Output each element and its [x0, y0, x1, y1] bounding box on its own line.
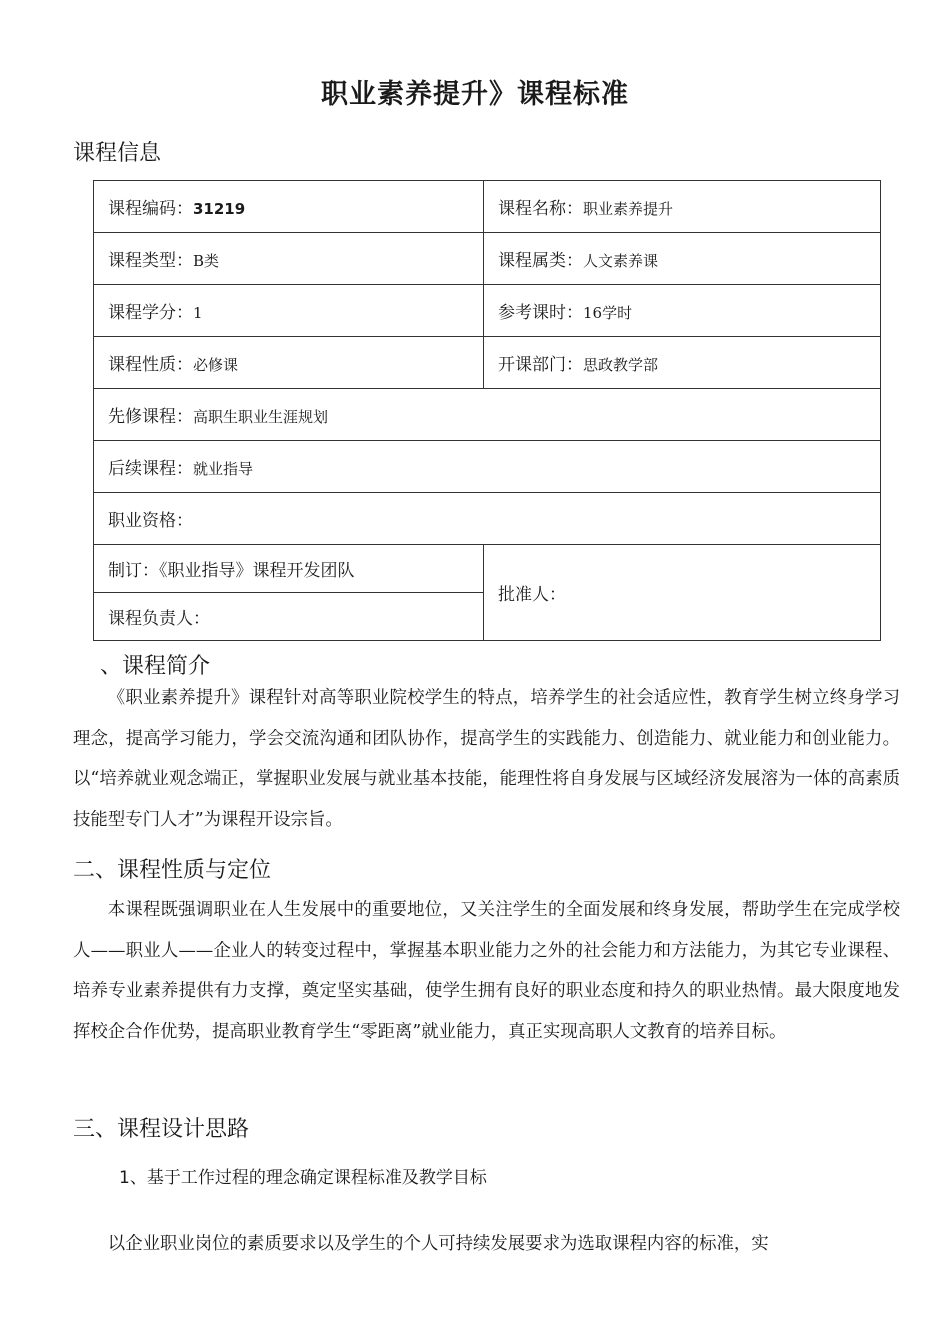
field-label: 课程属类： — [498, 251, 583, 271]
table-row — [94, 545, 881, 593]
section-1-paragraph: 《职业素养提升》课程针对高等职业院校学生的特点，培养学生的社会适应性，教育学生树立终身学习理念，提高学习能力，学会交流沟通和团队协作，提高学生的实践能力、创造能力、就业能力和创业能力。以“培养就业观念端正，掌握职业发展与就业基本技能，能理性将自身发展与区域经济发展溶为一体的高素质技能型专门人才”为课程开设宗旨。 — [73, 688, 900, 830]
field-label: 课程类型： — [108, 251, 193, 271]
field-label: 课程性质： — [108, 355, 193, 375]
table-row — [94, 181, 881, 233]
subsection-heading-1 — [119, 1163, 487, 1188]
table-cell-type — [94, 233, 484, 285]
section-heading-3: 三、课程设计思路 — [73, 1117, 250, 1142]
table-row — [94, 493, 881, 545]
table-cell-credit — [94, 285, 484, 337]
table-row — [94, 233, 881, 285]
field-value: 必修课 — [193, 356, 239, 374]
subsection-number: 1 — [119, 1168, 130, 1188]
section-2-paragraph: 本课程既强调职业在人生发展中的重要地位，又关注学生的全面发展和终身发展，帮助学生在完成学校人——职业人——企业人的转变过程中，掌握基本职业能力之外的社会能力和方法能力，为其它专业课程、培养专业素养提供有力支撑，奠定坚实基础，使学生拥有良好的职业态度和持久的职业热情。最大限度地发挥校企合作优势，提高职业教育学生“零距离”就业能力，真正实现高职人文教育的培养目标。 — [73, 900, 900, 1042]
table-cell-prereq — [94, 389, 881, 441]
table-cell-dept — [484, 337, 881, 389]
field-value: 人文素养课 — [583, 252, 659, 270]
field-label: 批准人： — [498, 585, 566, 605]
table-cell-followup — [94, 441, 881, 493]
field-label: 先修课程： — [108, 407, 193, 427]
field-label: 课程学分： — [108, 303, 193, 323]
field-label: 参考课时： — [498, 303, 583, 323]
table-row — [94, 285, 881, 337]
table-row — [94, 441, 881, 493]
field-label: 开课部门： — [498, 355, 583, 375]
section-heading-1: 、课程简介 — [100, 654, 211, 679]
field-label: 课程负责人： — [108, 609, 210, 629]
field-value: 就业指导 — [193, 460, 254, 478]
section-heading-2: 二、课程性质与定位 — [73, 858, 272, 883]
course-info-table — [93, 180, 881, 641]
subsection-text: 、基于工作过程的理念确定课程标准及教学目标 — [129, 1168, 487, 1188]
field-label: 职业资格： — [108, 511, 193, 531]
table-cell-nature — [94, 337, 484, 389]
table-row — [94, 389, 881, 441]
field-value: 职业素养提升 — [583, 200, 674, 218]
field-value: 16学时 — [583, 304, 633, 322]
field-value: 高职生职业生涯规划 — [193, 408, 329, 426]
field-value: 1 — [193, 304, 203, 322]
field-label: 课程名称： — [498, 199, 583, 219]
table-row — [94, 337, 881, 389]
table-cell-category — [484, 233, 881, 285]
table-cell-code — [94, 181, 484, 233]
field-value: 思政教学部 — [583, 356, 659, 374]
field-value: B类 — [193, 252, 220, 270]
document-title: 职业素养提升》课程标准 — [321, 79, 629, 110]
field-value: 31219 — [193, 200, 246, 218]
table-cell-made-by — [94, 545, 484, 593]
table-cell-hours — [484, 285, 881, 337]
field-label: 后续课程： — [108, 459, 193, 479]
field-label: 课程编码： — [108, 199, 193, 219]
table-cell-qualification — [94, 493, 881, 545]
table-cell-owner — [94, 593, 484, 641]
section-heading-course-info: 课程信息 — [73, 141, 162, 166]
table-cell-approver — [484, 545, 881, 641]
table-cell-name — [484, 181, 881, 233]
field-label: 制订：《职业指导》课程开发团队 — [108, 561, 355, 581]
section-3-paragraph: 以企业职业岗位的素质要求以及学生的个人可持续发展要求为选取课程内容的标准，实 — [107, 1234, 769, 1254]
